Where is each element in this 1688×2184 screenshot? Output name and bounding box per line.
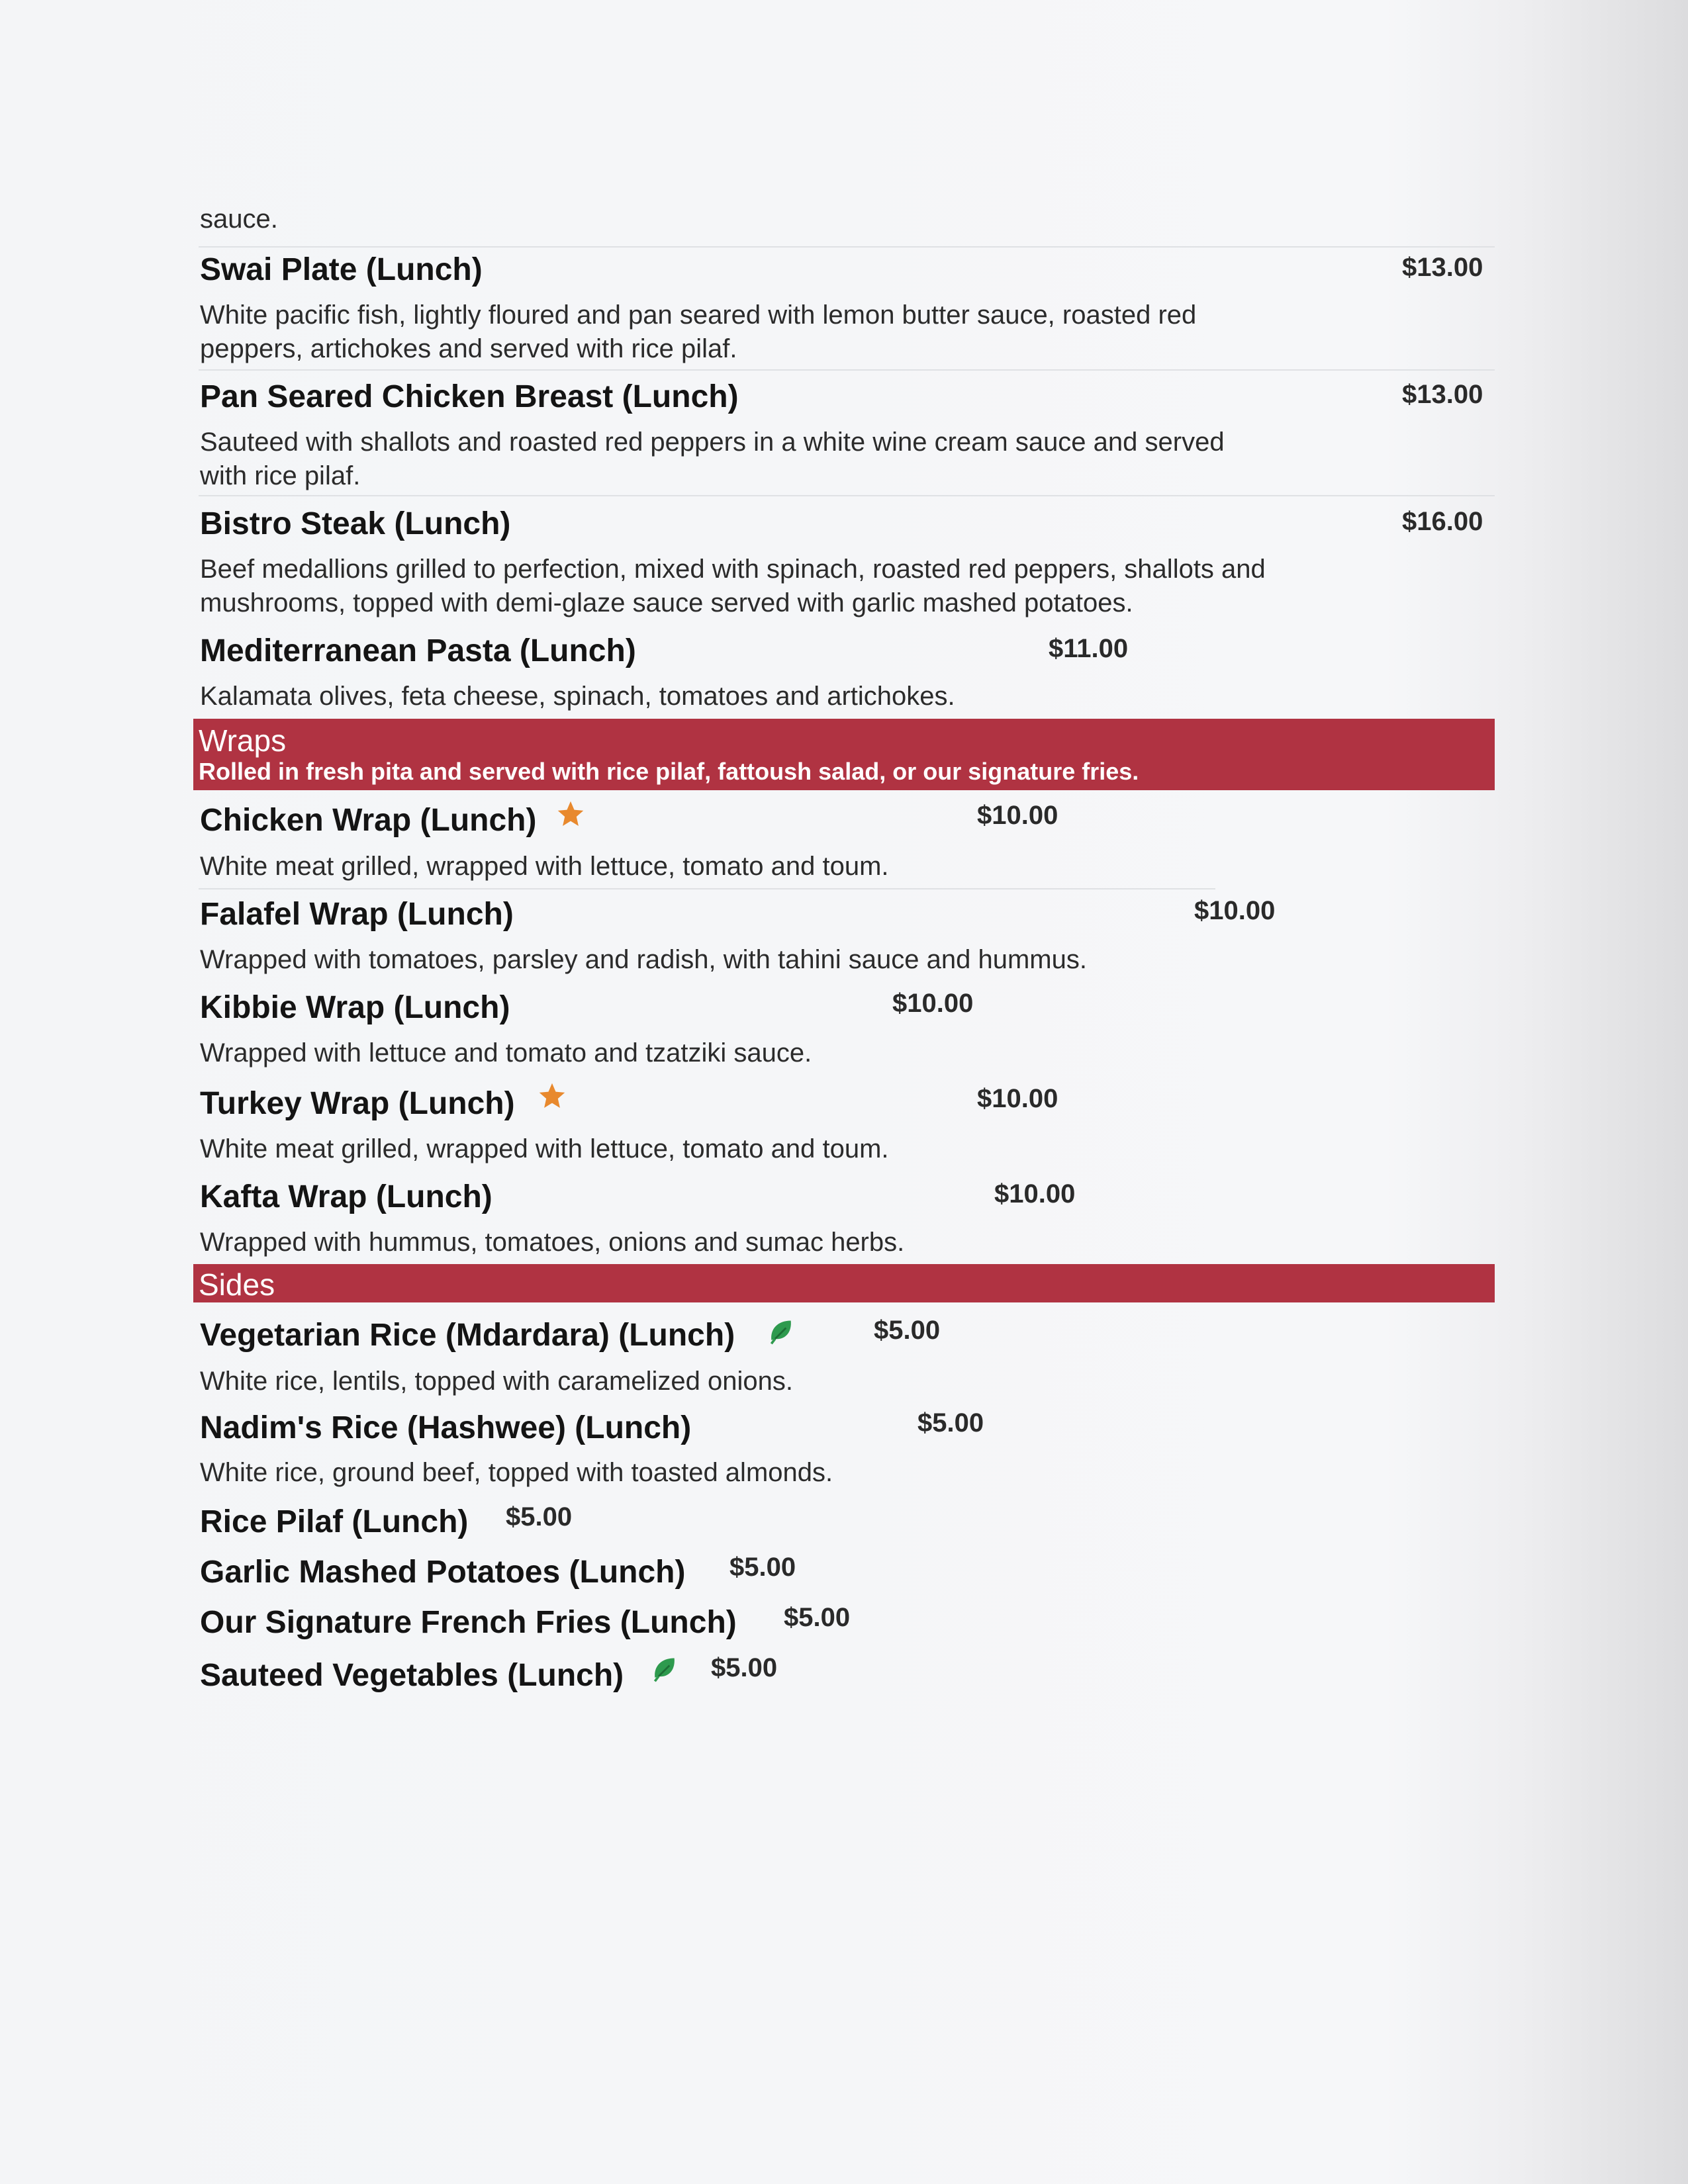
item-description: White meat grilled, wrapped with lettuce, tomato and toum. <box>200 1134 889 1163</box>
item-price: $5.00 <box>711 1653 778 1682</box>
leaf-icon <box>650 1655 679 1684</box>
item-price: $10.00 <box>977 801 1058 830</box>
item-price: $5.00 <box>506 1502 573 1531</box>
item-price: $13.00 <box>1402 380 1483 409</box>
item-price: $10.00 <box>1194 896 1276 925</box>
item-description: Wrapped with hummus, tomatoes, onions and sumac herbs. <box>200 1228 905 1257</box>
item-description-line: Beef medallions grilled to perfection, mixed with spinach, roasted red peppers, shallots and <box>200 555 1266 584</box>
item-name: Mediterranean Pasta (Lunch) <box>200 633 636 668</box>
item-name: Chicken Wrap (Lunch) <box>200 803 537 838</box>
item-name: Pan Seared Chicken Breast (Lunch) <box>200 379 739 414</box>
item-price: $5.00 <box>874 1316 941 1345</box>
leaf-icon <box>767 1317 796 1346</box>
item-name: Nadim's Rice (Hashwee) (Lunch) <box>200 1410 692 1445</box>
section-header-wraps <box>193 719 1495 790</box>
item-price: $5.00 <box>729 1553 796 1582</box>
item-description-line: mushrooms, topped with demi-glaze sauce served with garlic mashed potatoes. <box>200 588 1133 617</box>
item-name: Turkey Wrap (Lunch) <box>200 1086 515 1121</box>
section-title: Sides <box>199 1267 275 1302</box>
divider <box>199 495 1495 496</box>
item-price: $11.00 <box>1049 634 1129 663</box>
section-subtitle: Rolled in fresh pita and served with rice pilaf, fattoush salad, or our signature fries. <box>199 758 1139 785</box>
section-title: Wraps <box>199 723 287 758</box>
item-description: White rice, lentils, topped with caramelized onions. <box>200 1367 793 1396</box>
item-name: Swai Plate (Lunch) <box>200 252 483 287</box>
item-description: Wrapped with tomatoes, parsley and radish, with tahini sauce and hummus. <box>200 945 1087 974</box>
item-description-line: peppers, artichokes and served with rice pilaf. <box>200 334 737 363</box>
item-price: $5.00 <box>784 1603 851 1632</box>
item-price: $10.00 <box>892 989 974 1018</box>
divider <box>199 369 1495 371</box>
item-description: White rice, ground beef, topped with toasted almonds. <box>200 1458 833 1487</box>
item-name: Kibbie Wrap (Lunch) <box>200 990 510 1025</box>
continued-description: sauce. <box>200 205 278 234</box>
item-name: Rice Pilaf (Lunch) <box>200 1504 469 1539</box>
star-icon <box>538 1081 567 1111</box>
item-price: $10.00 <box>994 1179 1076 1208</box>
item-name: Kafta Wrap (Lunch) <box>200 1179 492 1214</box>
item-name: Our Signature French Fries (Lunch) <box>200 1605 737 1640</box>
item-name: Bistro Steak (Lunch) <box>200 506 511 541</box>
item-price: $10.00 <box>977 1084 1058 1113</box>
item-description-line: with rice pilaf. <box>200 461 361 490</box>
section-header-sides <box>193 1264 1495 1302</box>
item-price: $16.00 <box>1402 507 1483 536</box>
item-description: Wrapped with lettuce and tomato and tzatziki sauce. <box>200 1038 812 1068</box>
divider <box>199 246 1495 248</box>
item-price: $5.00 <box>917 1408 984 1437</box>
item-description: Kalamata olives, feta cheese, spinach, tomatoes and artichokes. <box>200 682 955 711</box>
item-name: Vegetarian Rice (Mdardara) (Lunch) <box>200 1318 735 1353</box>
item-description: White meat grilled, wrapped with lettuce, tomato and toum. <box>200 852 889 881</box>
divider <box>199 888 1215 889</box>
item-name: Falafel Wrap (Lunch) <box>200 897 514 932</box>
item-name: Sauteed Vegetables (Lunch) <box>200 1658 624 1693</box>
item-price: $13.00 <box>1402 253 1483 282</box>
star-icon <box>556 799 585 829</box>
item-description-line: White pacific fish, lightly floured and pan seared with lemon butter sauce, roasted red <box>200 300 1197 330</box>
item-description-line: Sauteed with shallots and roasted red peppers in a white wine cream sauce and served <box>200 428 1225 457</box>
item-name: Garlic Mashed Potatoes (Lunch) <box>200 1555 686 1590</box>
